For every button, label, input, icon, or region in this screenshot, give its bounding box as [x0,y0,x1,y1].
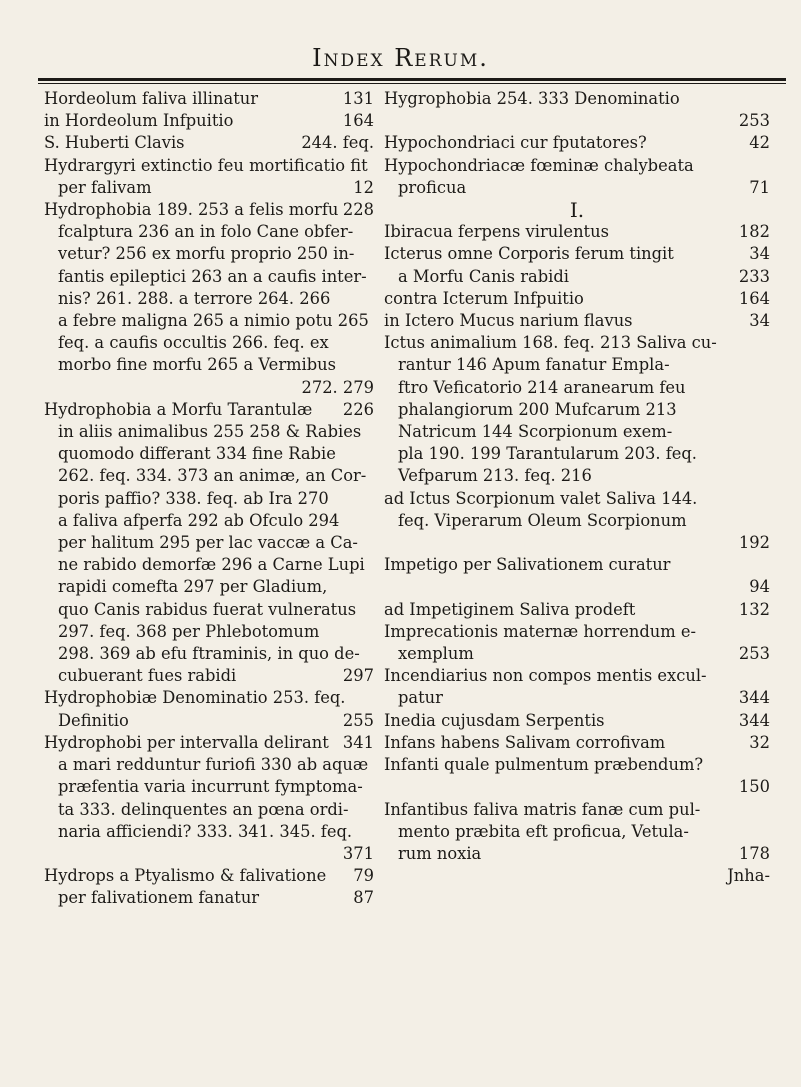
index-entry-line [44,221,374,243]
entry-text: in aliis animalibus 255 258 & Rabies [58,422,362,442]
index-entry-line [384,288,770,310]
entry-text: vetur? 256 ex morfu proprio 250 in- [58,244,355,264]
entry-text: per falivam [58,177,152,197]
entry-text: ad Impetiginem Saliva prodeft [384,599,636,619]
index-entry-line [384,665,770,687]
entry-page-ref: 228 [342,200,374,220]
entry-page-ref: 233 [738,266,770,286]
index-entry-line [44,710,374,732]
index-entry-line [44,843,374,865]
index-entry-line [384,377,770,399]
index-entry-line [44,110,374,132]
entry-page-ref: 253 [738,111,770,131]
index-entry-line [384,821,770,843]
entry-text: Hypochondriacæ fœminæ chalybeata [384,155,694,175]
entry-page-ref: 34 [749,244,770,264]
index-entry-line [384,643,770,665]
entry-text: per falivationem fanatur [58,888,260,908]
entry-text: a faliva afperfa 292 ab Ofculo 294 [58,510,340,530]
index-entry-line [384,266,770,288]
index-entry-line [384,488,770,510]
entry-text: Hygrophobia 254. 333 Denominatio [384,89,680,108]
index-entry-line [44,332,374,354]
index-entry-line [44,687,374,709]
index-entry-line [384,88,770,110]
entry-text: xemplum [398,644,474,664]
entry-text: 262. feq. 334. 373 an animæ, an Cor- [58,466,367,486]
entry-text: pla 190. 199 Tarantularum 203. feq. [398,444,697,464]
entry-text: Hydrargyri extinctio feu mortificatio fit [44,155,368,175]
entry-text: I. [569,198,585,223]
index-entry-line [44,510,374,532]
entry-text: ne rabido demorfæ 296 a Carne Lupi [58,555,365,575]
entry-text: quomodo differant 334 fine Rabie [58,444,336,464]
index-entry-line [44,554,374,576]
entry-page-ref: 79 [353,866,374,886]
index-entry-line [384,843,770,865]
entry-text: quo Canis rabidus fuerat vulneratus [58,599,357,619]
index-entry-line [44,532,374,554]
entry-text: 298. 369 ab efu ftraminis, in quo de- [58,644,360,664]
index-column-left [44,88,374,910]
entry-text: phalangiorum 200 Mufcarum 213 [398,399,677,419]
entry-text: per halitum 295 per lac vaccæ a Ca- [58,533,358,553]
index-entry-line [44,576,374,598]
entry-page-ref: 344 [738,710,770,730]
entry-text: rum noxia [398,843,482,863]
entry-page-ref: 255 [342,710,374,730]
index-entry-line [384,754,770,776]
index-entry-line [44,177,374,199]
entry-text: Infanti quale pulmentum præbendum? [384,755,704,775]
entry-text: Hydrophobiæ Denominatio 253. feq. [44,688,346,708]
index-entry-line [384,177,770,199]
entry-page-ref: 182 [738,222,770,242]
entry-text: rapidi comefta 297 per Gladium, [58,577,328,597]
index-entry-line [44,132,374,154]
entry-page-ref: 132 [738,599,770,619]
index-entry-line [44,354,374,376]
index-entry-line [44,799,374,821]
entry-text: Impetigo per Salivationem curatur [384,555,671,575]
index-entry-line [384,554,770,576]
entry-page-ref: 272. 279 [301,377,374,397]
entry-page-ref: 178 [738,843,770,863]
index-entry-line [44,732,374,754]
index-entry-line [384,776,770,798]
header-rule [38,78,786,81]
entry-text: proficua [398,177,467,197]
entry-page-ref: 12 [353,177,374,197]
entry-page-ref: 226 [342,399,374,419]
entry-page-ref: 341 [342,732,374,752]
entry-page-ref: 192 [738,533,770,553]
index-entry-line [44,488,374,510]
entry-text: poris paffio? 338. feq. ab Ira 270 [58,488,329,508]
index-entry-line [44,465,374,487]
entry-text: Vefparum 213. feq. 216 [398,466,592,486]
entry-text: Hordeolum faliva illinatur [44,89,259,108]
entry-page-ref: 164 [738,288,770,308]
entry-text: Incendiarius non compos mentis excul- [384,666,707,686]
index-entry-line [384,421,770,443]
entry-text: in Hordeolum Infpuitio [44,111,234,131]
entry-page-ref: 371 [342,843,374,863]
entry-text: Ictus animalium 168. feq. 213 Saliva cu- [384,333,717,353]
index-entry-line [384,132,770,154]
entry-text: in Ictero Mucus narium flavus [384,311,633,331]
index-entry-line [44,754,374,776]
entry-page-ref: 34 [749,311,770,331]
index-entry-line [384,799,770,821]
entry-text: fcalptura 236 an in folo Cane obfer- [58,222,354,242]
index-entry-line [384,155,770,177]
entry-text: a febre maligna 265 a nimio potu 265 [58,311,369,331]
entry-page-ref: 87 [353,888,374,908]
entry-page-ref: 71 [749,177,770,197]
entry-text: ta 333. delinquentes an pœna ordi- [58,799,349,819]
entry-text: Imprecationis maternæ horrendum e- [384,621,697,641]
entry-text: a Morfu Canis rabidi [398,266,569,286]
index-entry-line [384,354,770,376]
index-entry-line [44,199,374,221]
entry-text: naria afficiendi? 333. 341. 345. feq. [58,821,353,841]
entry-page-ref: 344 [738,688,770,708]
entry-text: feq. Viperarum Oleum Scorpionum [398,510,687,530]
entry-page-ref: 42 [749,133,770,153]
entry-text: feq. a caufis occultis 266. feq. ex [58,333,329,353]
index-entry-line [44,421,374,443]
entry-text: Infans habens Salivam corrofivam [384,732,666,752]
entry-text: nis? 261. 288. a terrore 264. 266 [58,288,331,308]
index-entry-line [44,821,374,843]
entry-text: Natricum 144 Scorpionum exem- [398,422,673,442]
index-entry-line [384,510,770,532]
entry-text: Hydrops a Ptyalismo & falivatione [44,866,327,886]
entry-text: S. Huberti Clavis [44,133,185,153]
entry-page-ref: 131 [342,89,374,108]
page-header: Index Rerum. [312,44,489,72]
entry-text: contra Icterum Infpuitio [384,288,584,308]
entry-text: Hydrophobia 189. 253 a felis morfu [44,200,339,220]
index-entry-line [44,88,374,110]
entry-page-ref: 253 [738,644,770,664]
index-entry-line [384,710,770,732]
entry-page-ref: 94 [749,577,770,597]
index-entry-line [384,110,770,132]
index-entry-line [44,377,374,399]
index-entry-line [384,399,770,421]
entry-text: præfentia varia incurrunt fymptoma- [58,777,363,797]
index-entry-line [384,621,770,643]
index-entry-line [384,732,770,754]
index-entry-line [44,776,374,798]
index-entry-line [384,310,770,332]
index-entry-line [44,865,374,887]
entry-text: Hydrophobia a Morfu Tarantulæ [44,399,313,419]
index-entry-line [44,399,374,421]
entry-text: Icterus omne Corporis ferum tingit [384,244,674,264]
entry-text: Infantibus faliva matris fanæ cum pul- [384,799,701,819]
index-column-right [384,88,770,887]
entry-text: cubuerant fues rabidi [58,666,237,686]
index-entry-line [44,443,374,465]
index-entry-line [44,665,374,687]
entry-text: a mari redduntur furiofi 330 ab aquæ [58,755,369,775]
index-entry-line [44,887,374,909]
entry-text: Hypochondriaci cur fputatores? [384,133,647,153]
entry-text: morbo fine morfu 265 a Vermibus [58,355,337,375]
index-entry-line [384,599,770,621]
entry-text: Inedia cujusdam Serpentis [384,710,605,730]
index-entry-line [384,576,770,598]
entry-page-ref: 150 [738,777,770,797]
entry-text: 297. feq. 368 per Phlebotomum [58,621,320,641]
entry-text: Definitio [58,710,129,730]
index-entry-line [384,865,770,887]
entry-page-ref: 244. feq. [301,133,374,153]
entry-text: Ibiracua ferpens virulentus [384,222,609,242]
index-entry-line [384,532,770,554]
index-entry-line [384,332,770,354]
index-entry-line [384,243,770,265]
entry-text: ftro Veficatorio 214 aranearum feu [398,377,686,397]
entry-text: ad Ictus Scorpionum valet Saliva 144. [384,488,698,508]
index-entry-line [44,310,374,332]
index-entry-line [384,465,770,487]
index-entry-line [384,199,770,221]
index-entry-line [44,599,374,621]
index-entry-line [384,687,770,709]
index-entry-line [384,443,770,465]
entry-page-ref: 164 [342,111,374,131]
entry-text: mento præbita eft proficua, Vetula- [398,821,689,841]
index-entry-line [44,155,374,177]
entry-text: fantis epileptici 263 an a caufis inter- [58,266,367,286]
entry-page-ref: 297 [342,666,374,686]
entry-text: rantur 146 Apum fanatur Empla- [398,355,670,375]
index-entry-line [44,266,374,288]
index-entry-line [44,643,374,665]
index-entry-line [44,288,374,310]
entry-page-ref: Jnha- [727,866,770,886]
entry-page-ref: 32 [749,732,770,752]
index-entry-line [44,243,374,265]
entry-text: patur [398,688,443,708]
header-rule-thin [38,83,786,84]
index-entry-line [44,621,374,643]
entry-text: Hydrophobi per intervalla delirant [44,732,329,752]
index-entry-line [384,221,770,243]
